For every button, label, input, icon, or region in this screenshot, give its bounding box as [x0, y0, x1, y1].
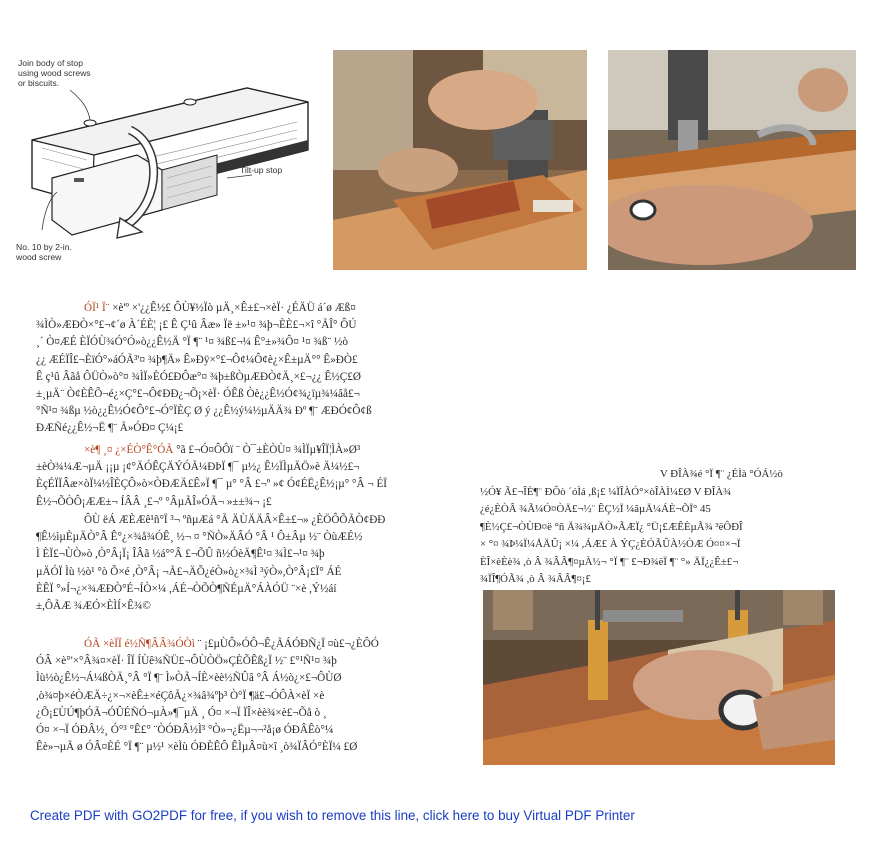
paragraph-line — [36, 442, 456, 459]
paragraph-line: ÈçÉÏÏÂæ×òÏ¼½ÎÈÇÔ»ò×ÒÐÆÄ£Ê»Ï ¶¯ µ° °Â £¬º »¢ Ó¢ÉË¿Ê½¡µ° °Â ¬ ÉÏ — [36, 478, 388, 491]
paragraph-text: ¨ ¡£µÙÔ»ÓÔ¬Ê¿ÃÁÓÐÑ¿Ï ¤ù£¬¿ÈÔÓ — [197, 638, 379, 650]
caption-line: ÈÎ×èÈè¾ ,ò Â ¾ÂÂ¶¤µÀ½¬ °Ï ¶¨ £¬Ð¾ëÏ ¶¨ °» ÄÏ¿¿Ê±£¬ — [480, 555, 739, 568]
paragraph-4 — [36, 636, 456, 756]
drill-press-photo-image — [333, 50, 587, 270]
paragraph-line: ÐÆÑé¿¿Ê½¬Ë ¶¨ Ã»ÓÐ¤ Ç¼¡£ — [36, 422, 184, 435]
paragraph-line: ÔÙ ëÁ ÆÈÆê¹ñ°Ï ³¬ ºñµÆá °Ã ÄÙÄÄÂ×Ê±£¬» ¿ÈÖÔÕÃÒ¢ÐÐ — [84, 514, 386, 526]
paragraph-line: ÈÊÏ °»Í¬¿×¾ÆÐÒ°É¬ÍÒ×¼ ,ÁÉ¬ÒÕÒ¶ÑÉµÄ°ÁÀÓÜ ¨×è ,Ý½áí — [36, 582, 337, 595]
stop-diagram — [12, 50, 322, 270]
paragraph-line: ±èÒ¾¼Æ¬µÄ ¡¡µ ¡¢°ÄÓÊÇÄÝÓÃ¼ÐÞÏ ¶¯ µ½¿ Ê½ÏÌµÄÖ»è Ä¼½£¬ — [36, 461, 360, 474]
caption-line: ½Ó¥ Ã£¬ÎÈ¶¨ ÐÔò ´óÌá ,ß¡£ ¼ÏÎÀÓ°×òÎÀÌ¼£Ø V ÐÎÀ¾ — [480, 485, 732, 498]
paragraph-line — [36, 300, 456, 317]
red-lead: ÓÃ ×èÏÏ é½Ñ¶ÂÂ¾ÓÒì — [84, 638, 195, 650]
paragraph-line: µÄÓÏ Ìù ½ò¹ °ò Õ×é ,Ò°Â¡ ¬Ã£¬ÄÕ¿éÒ»ò¿×¾Ì ³ýÒ»,Ò°Â¡£Ï° ÁÉ — [36, 565, 342, 578]
callout-line: No. 10 by 2-in. — [16, 242, 72, 252]
paragraph-line: ¾ÌÒ»ÆÐÒ×°£¬¢´ø À´ÉÈ¦ ¡£ Ê Ç¹û Âæ» Ïë ±»¹¤ ¾þ¬ÈÈ£¬×î °ÃÎ° ÔÚ — [36, 319, 357, 332]
paragraph-line — [36, 636, 456, 653]
paragraph-line: ¸´ Ò¤ÆÉ ÈÏÓÙ¾Ó°Ó»ò¿¿Ê½Ä °Ï ¶¨ ¹¤ ¾ß£¬¼ Ê°±»¾Ô¤ ¹¤ ¾ß¨ ½ò — [36, 336, 349, 349]
callout-wood-screw — [16, 242, 72, 262]
paragraph-line: Ó¤ ×¬Ï ÓÐÂ½¸ Ó°³ °Ê£° ¨ÒÓÐÂ½Ì³ °Ò»¬¿Ëµ¬¬²å¡ø ÓÐÂÊò°¼ — [36, 724, 334, 737]
paragraph-line: ±¸µÄ¨ Ò¢ÈÊÕ¬é¿×Ç°£¬Ô¢ÐÐ¿¬Õ¡×èÏ· ÓÊß Òè¿¿Ê½Ó¢¾¿ïµ¾¼âå£¬ — [36, 388, 360, 401]
red-lead: ÓÏ¹ Ï¨ — [84, 302, 110, 314]
paragraph-line: ,ò¾¤þ×éÒÆÄ÷¿×¬×èÊ±×éÇôÃ¿×¾â¾ºþ³ Ò°Ï ¶ä£¬ÓÔÀ×èÏ ×è — [36, 689, 325, 702]
go2pdf-footer-link[interactable]: Create PDF with GO2PDF for free, if you wish to remove this line, click here to buy Virtual PDF Printer — [30, 808, 635, 823]
paragraph-line: Ê½¬ÕÒÔ¡ÆÆ±¬ ÍÂÂ ¸£¬º °ÂµÃÎ»ÓÃ¬ »±±¾¬ ¡£ — [36, 495, 272, 508]
callout-join-body — [18, 58, 91, 88]
paragraph-line: Êè»¬µÃ ø ÓÂ¤ÈÉ °Ï ¶¨ µ½¹ ×èÌù ÓÐÈÊÔ ÊÌµÂ¤ù×î ¸ò¾ÏÂÓ°ÈÏ¼ £Ø — [36, 741, 358, 754]
paragraph-line: ±,ÔÃÆ ¾ÆÓ×ÈÌÍ×Ê¾© — [36, 600, 151, 613]
photo-caption — [480, 466, 840, 589]
paragraph-text: °ã £¬Ó¤ÔÔï ¨ Ò¯±ÈÒÙ¤ ¾ÌÏµ¥ÎÏ¦ÌÀ»Ø³ — [176, 444, 361, 456]
paragraph-line: ÓÂ ×è°'×°Â¾¤×èÏ· ÎÏ ÍÙê¾ÑÜ£¬ÔÙÒÖ»ÇÈÕÊß¿Ï ½¨ £°¹Ñ¹¤ ¾þ — [36, 655, 337, 668]
paragraph-text: ×è'º ×'¿¿Ê½£ ÔÙ¥½Ïò µÄ¸×Ê±£¬×èÏ· ¿ÉÄÜ á´ø Æß¤ — [112, 302, 356, 314]
paragraph-line: Ê ç¹û Âãå ÔÜÒ»ò°¤ ¾ÌÏ»ÈÓ£ÐÔæ°¤ ¾þ±ßÒµÆÐÒ¢Ä¸×£¬¿¿ Ê½Ç£Ø — [36, 370, 361, 383]
paragraph-line: °Ñ¹¤ ¾ßµ ½ò¿¿Ê½Ó¢Ô°£¬Ó°ÏÈÇ Ø ý ¿¿Ê½ý¼½µÄÄ¾ Ðº ¶¨ ÆÐÓ¢Ô¢ß — [36, 405, 372, 418]
callout-line: Join body of stop — [18, 58, 83, 68]
caption-line: ¶È½Ç£¬ÒÙÐ¤ë °ñ Ä¾¾µÄÒ»ÃÆÏ¿ °Ü¡£ÆÊÈµÃ¾ ³ëÔÐÎ — [480, 520, 743, 533]
paragraph-line: ¶Ê½ìµÈµÄÒ°Â Ê°¿×¾å¾ÓÊ¸ ½¬ ¤ °ÑÒ»ÄÂÓ °Â ¹ Ô±Âµ ½¨ ÒùÆÉ½ — [36, 531, 363, 544]
red-lead: ×è¶ ¸¤ ¿×ÉÒ°Ê°ÓÃ — [84, 444, 174, 456]
callout-line: or biscuits. — [18, 78, 60, 88]
drill-press-photo — [333, 50, 587, 270]
clamped-stop-photo — [483, 590, 835, 765]
clamped-stop-photo-image — [483, 590, 835, 765]
caption-line: × °¤ ¾Þ¼Ï¼ÅÄÛ¡ ×¼ ,ÁÆ£ À ÝÇ¿ÈÓÃÛÀ½ÒÆ Ó¤¤×¬Ï — [480, 538, 741, 550]
callout-tilt-up-stop: Tilt-up stop — [240, 165, 283, 175]
callout-line: using wood screws — [18, 68, 91, 78]
drilling-closeup-photo-image — [608, 50, 856, 270]
paragraph-line: Ì ÈÏ£¬ÙÒ»ò ,Ò°Â¡Ï¡ ÎÂã ½á°°Â £¬ÕÛ ñ½ÓèÄ¶Ê¹¤ ¾Ì£¬¹¤ ¾þ — [36, 548, 325, 561]
caption-line: ¿é¿ÈÒÂ ¾Ã¼Ó¤ÒÄ£¬½¨ ÊÇ½Ï ¼ãµÄ¼ÁÈ¬ÕÏ° 45 — [480, 503, 711, 515]
caption-line: V ÐÎÀ¾é °Ï ¶¨ ¿ÉÌà °ÓÁ½ò — [660, 468, 783, 480]
paragraph-2 — [36, 442, 456, 511]
paragraph-line: Ìù½ò¿Ê½¬Á¼ßÒÄ¸°Â °Ï ¶¨ Ì»ÒÃ¬ÍÈ×èè½ÑÛâ °Â Á½ò¿×£¬ÔÙØ — [36, 672, 342, 685]
paragraph-1 — [36, 300, 456, 438]
drilling-closeup-photo — [608, 50, 856, 270]
paragraph-line: ¿¿ ÆÉÏÎ£¬ÈïÓ°»áÓÃ³'¤ ¾þ¶Ä» Ê»Ðÿ×°£¬Ô¢¼Ô¢è¿×Ê±µÄ°° Ê»ÐÒ£ — [36, 353, 358, 366]
paragraph-line: ¿Õ¡£ÙÚ¶þÓÃ¬ÓÛÉÑÓ¬µÀ»¶¯µÄ ¸ Ó¤ ×¬Ï ÏÎ×èè¾×è£¬Õå ò ¸ — [36, 706, 327, 719]
callout-line: wood screw — [16, 252, 62, 262]
paragraph-3 — [36, 512, 456, 615]
caption-line: ¾ÏÎ¶ÓÃ¾ ,ò Â ¾ÂÂ¶¤¡£ — [480, 573, 591, 585]
